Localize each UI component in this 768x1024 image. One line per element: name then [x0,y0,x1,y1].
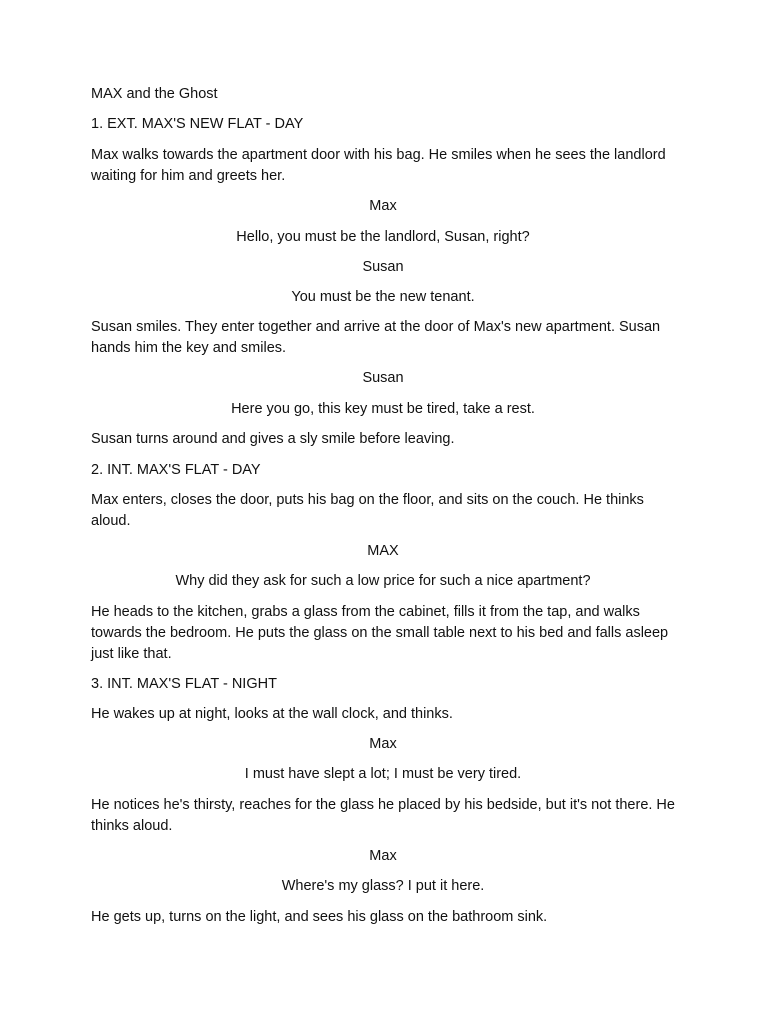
character-name: Max [369,736,397,752]
action-text: He notices he's thirsty, reaches for the glass he placed by his bedside, but it's not there. He thinks aloud. [91,797,675,834]
scene-heading: 1. EXT. MAX'S NEW FLAT - DAY [91,116,304,132]
action-text: Max enters, closes the door, puts his bag on the floor, and sits on the couch. He thinks aloud. [91,492,644,529]
action-text: He wakes up at night, looks at the wall clock, and thinks. [91,706,453,722]
action-text: Susan smiles. They enter together and arrive at the door of Max's new apartment. Susan hands him the key and smiles. [91,319,661,356]
character-name: Max [369,848,397,864]
character-name: Susan [362,259,404,275]
character-name: Max [369,198,397,214]
dialogue-line: You must be the new tenant. [291,289,475,305]
action-text: He gets up, turns on the light, and sees his glass on the bathroom sink. [91,909,548,925]
dialogue-line: Here you go, this key must be tired, take a rest. [231,401,535,417]
dialogue-line: Why did they ask for such a low price for such a nice apartment? [175,573,591,589]
character-name: Susan [362,370,404,386]
scene-heading: 3. INT. MAX'S FLAT - NIGHT [91,676,277,692]
character-name: MAX [367,543,399,559]
script-title: MAX and the Ghost [91,86,218,102]
dialogue-line: Where's my glass? I put it here. [281,878,485,894]
scene-heading: 2. INT. MAX'S FLAT - DAY [91,462,261,478]
dialogue-line: Hello, you must be the landlord, Susan, right? [236,229,530,245]
dialogue-line: I must have slept a lot; I must be very tired. [244,766,522,782]
action-text: Susan turns around and gives a sly smile before leaving. [91,431,455,447]
action-text: Max walks towards the apartment door with his bag. He smiles when he sees the landlord waiting for him and greets her. [91,147,666,184]
action-text: He heads to the kitchen, grabs a glass from the cabinet, fills it from the tap, and walks towards the bedroom. He puts the glass on the small table next to his bed and falls asleep just like that. [91,604,669,662]
